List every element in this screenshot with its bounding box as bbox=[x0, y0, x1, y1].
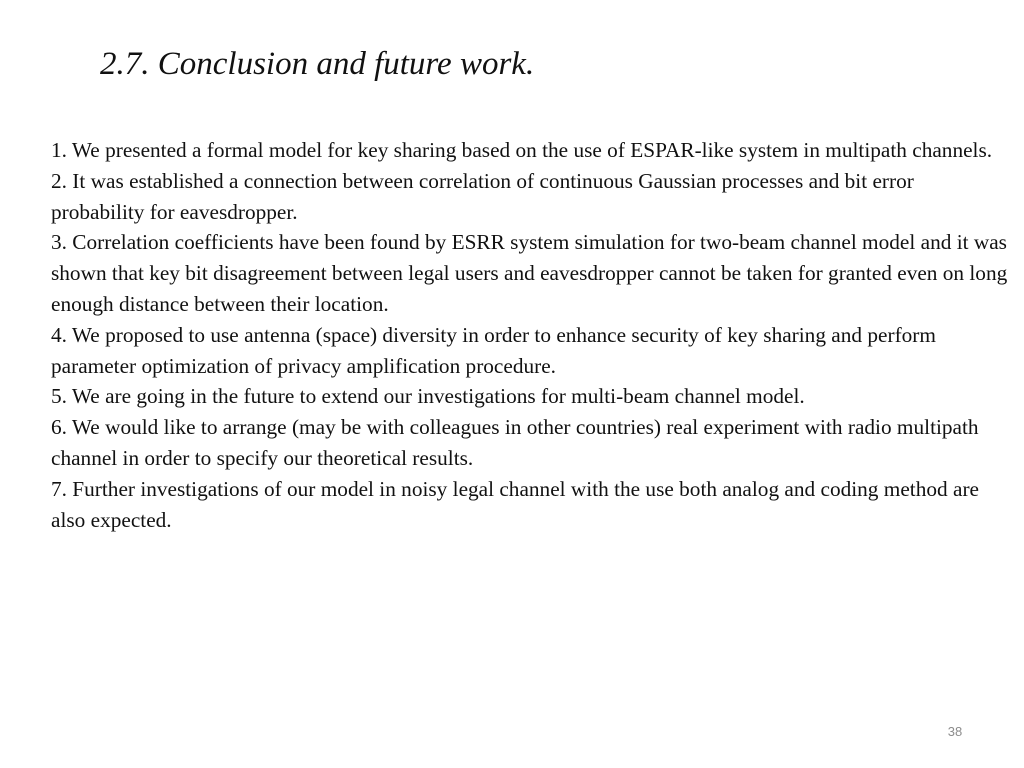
conclusion-list bbox=[51, 135, 1011, 535]
list-item: 7. Further investigations of our model in noisy legal channel with the use both analog and coding method are also expected. bbox=[51, 476, 979, 532]
list-item: 6. We would like to arrange (may be with colleagues in other countries) real experiment with radio multipath channel in order to specify our theoretical results. bbox=[51, 415, 979, 470]
list-item: 2. It was established a connection between correlation of continuous Gaussian processes and bit error probability for eavesdropper. bbox=[51, 168, 914, 224]
page-number: 38 bbox=[947, 724, 963, 739]
list-item: 1. We presented a formal model for key sharing based on the use of ESPAR-like system in multipath channels. bbox=[51, 138, 993, 162]
list-item: 3. Correlation coefficients have been found by ESRR system simulation for two-beam channel model and it was shown that key bit disagreement between legal users and eavesdropper cannot be taken for granted even on long enough distance between their location. bbox=[51, 230, 1008, 316]
list-item: 5. We are going in the future to extend our investigations for multi-beam channel model. bbox=[51, 384, 805, 409]
slide-title: 2.7. Conclusion and future work. bbox=[100, 46, 535, 82]
list-item: 4. We proposed to use antenna (space) diversity in order to enhance security of key sharing and perform parameter optimization of privacy amplification procedure. bbox=[51, 322, 936, 378]
